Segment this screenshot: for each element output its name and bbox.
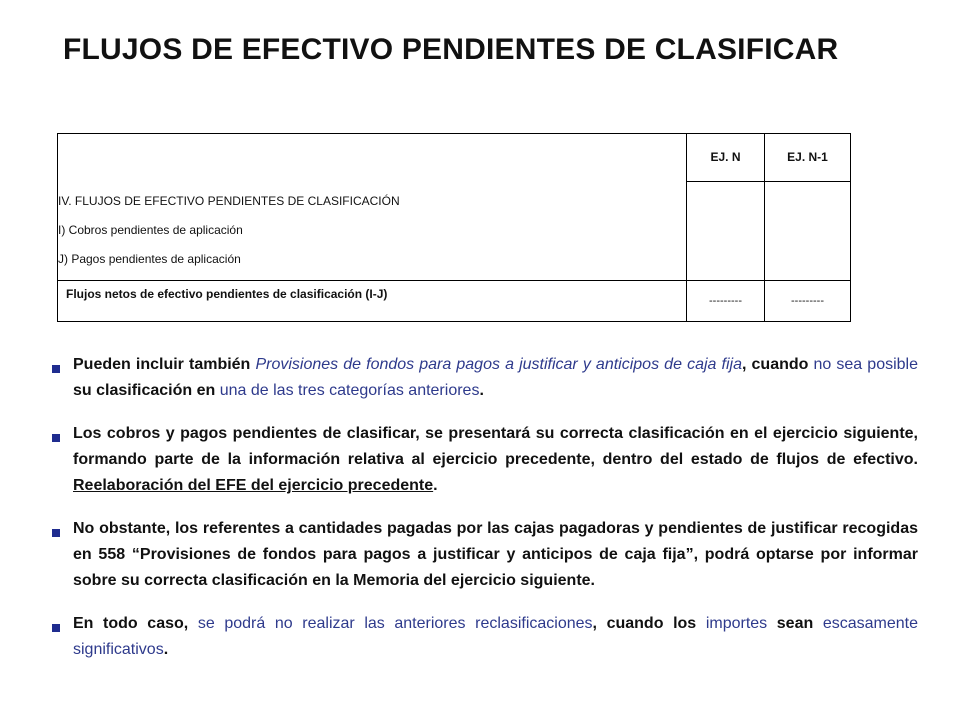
bullet-item bbox=[52, 516, 918, 594]
cash-flow-table bbox=[57, 133, 851, 322]
bullet-list bbox=[52, 352, 918, 680]
highlight-text: Provisiones de fondos para pagos a justificar y anticipos de caja fija bbox=[255, 356, 742, 373]
text: , cuando bbox=[741, 356, 814, 373]
text: su clasificación en bbox=[73, 382, 220, 399]
highlight-text: no sea posible bbox=[813, 356, 919, 373]
value-cell-n1 bbox=[765, 182, 851, 281]
text: En todo caso, bbox=[73, 615, 198, 632]
col-header-n1: EJ. N-1 bbox=[765, 134, 851, 182]
section-heading: IV. FLUJOS DE EFECTIVO PENDIENTES DE CLASIFICACIÓN bbox=[58, 194, 400, 208]
text: Los cobros y pagos pendientes de clasificar, se presentará su correcta clasificación en el ejercicio siguiente, formando parte de la información relativa al ejercicio precedente, dentro del estado de flujos de efectivo. bbox=[73, 425, 918, 468]
text: sean bbox=[767, 615, 823, 632]
bullet-item bbox=[52, 611, 918, 663]
square-bullet-icon bbox=[52, 529, 60, 537]
square-bullet-icon bbox=[52, 434, 60, 442]
total-value-n1: --------- bbox=[765, 281, 851, 322]
col-header-n: EJ. N bbox=[687, 134, 765, 182]
underlined-text: Reelaboración del EFE del ejercicio precedente bbox=[73, 477, 434, 494]
total-label: Flujos netos de efectivo pendientes de clasificación (I-J) bbox=[58, 281, 687, 322]
text: . bbox=[433, 477, 438, 494]
highlight-text: se podrá no realizar las anteriores reclasificaciones bbox=[197, 615, 593, 632]
text: Pueden incluir también bbox=[73, 356, 256, 373]
bullet-item bbox=[52, 421, 918, 499]
text: . bbox=[479, 382, 484, 399]
total-value-n: --------- bbox=[687, 281, 765, 322]
items-cell bbox=[58, 134, 687, 281]
row-i-label: I) Cobros pendientes de aplicación bbox=[58, 223, 243, 237]
text: . bbox=[163, 641, 169, 658]
highlight-text: una de las tres categorías anteriores bbox=[219, 382, 480, 399]
page-title: FLUJOS DE EFECTIVO PENDIENTES DE CLASIFICAR bbox=[63, 33, 839, 66]
text: No obstante, los referentes a cantidades pagadas por las cajas pagadoras y pendientes de justificar recogidas en 558 “Provisiones de fondos para pagos a justificar y anticipos de caja fija”, podrá optarse por informar sobre su correcta clasificación en la Memoria del ejercicio siguiente. bbox=[73, 520, 918, 589]
square-bullet-icon bbox=[52, 624, 60, 632]
value-cell-n bbox=[687, 182, 765, 281]
bullet-item bbox=[52, 352, 918, 404]
highlight-text: importes bbox=[705, 615, 768, 632]
row-j-label: J) Pagos pendientes de aplicación bbox=[58, 252, 241, 266]
highlight-text: escasamente significativos bbox=[73, 615, 919, 658]
text: , cuando los bbox=[592, 615, 706, 632]
square-bullet-icon bbox=[52, 365, 60, 373]
